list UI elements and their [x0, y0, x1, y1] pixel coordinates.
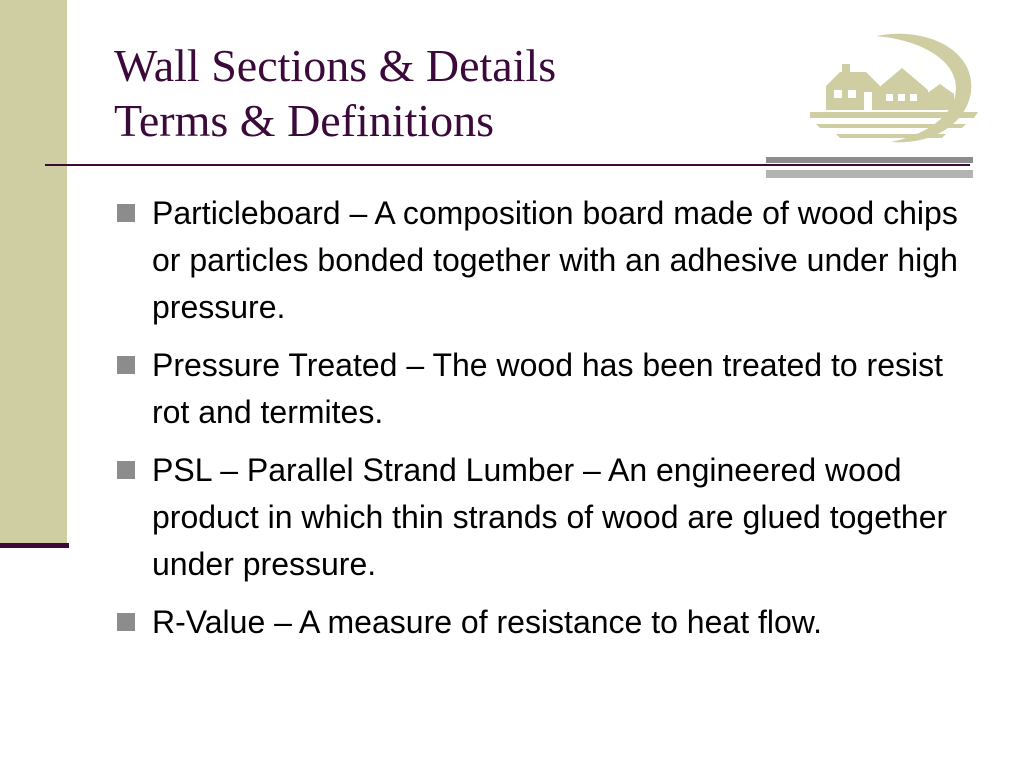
square-bullet-icon [117, 461, 135, 479]
square-bullet-icon [117, 356, 135, 374]
list-item [117, 342, 977, 436]
definition-text: PSL – Parallel Strand Lumber – An engineered wood product in which thin strands of wood are glued together under pressure. [152, 452, 948, 582]
square-bullet-icon [117, 613, 135, 631]
house-logo-icon [806, 30, 981, 150]
list-item [117, 599, 977, 646]
square-bullet-icon [117, 204, 135, 222]
title-divider [45, 164, 970, 166]
slide-title-line-2: Terms & Definitions [114, 95, 495, 146]
definition-text: Particleboard – A composition board made of wood chips or particles bonded together with an adhesive under high pressure. [152, 195, 958, 325]
definition-list [117, 190, 977, 657]
list-item [117, 447, 977, 588]
accent-rule-light [766, 170, 973, 178]
list-item [117, 190, 977, 331]
left-sidebar-band [0, 0, 67, 545]
slide-title [114, 38, 556, 148]
definition-text: R-Value – A measure of resistance to heat flow. [152, 604, 822, 640]
left-sidebar-underline [0, 543, 69, 548]
slide-title-line-1: Wall Sections & Details [114, 40, 557, 91]
definition-text: Pressure Treated – The wood has been treated to resist rot and termites. [152, 347, 943, 430]
accent-rule-dark [766, 157, 973, 163]
